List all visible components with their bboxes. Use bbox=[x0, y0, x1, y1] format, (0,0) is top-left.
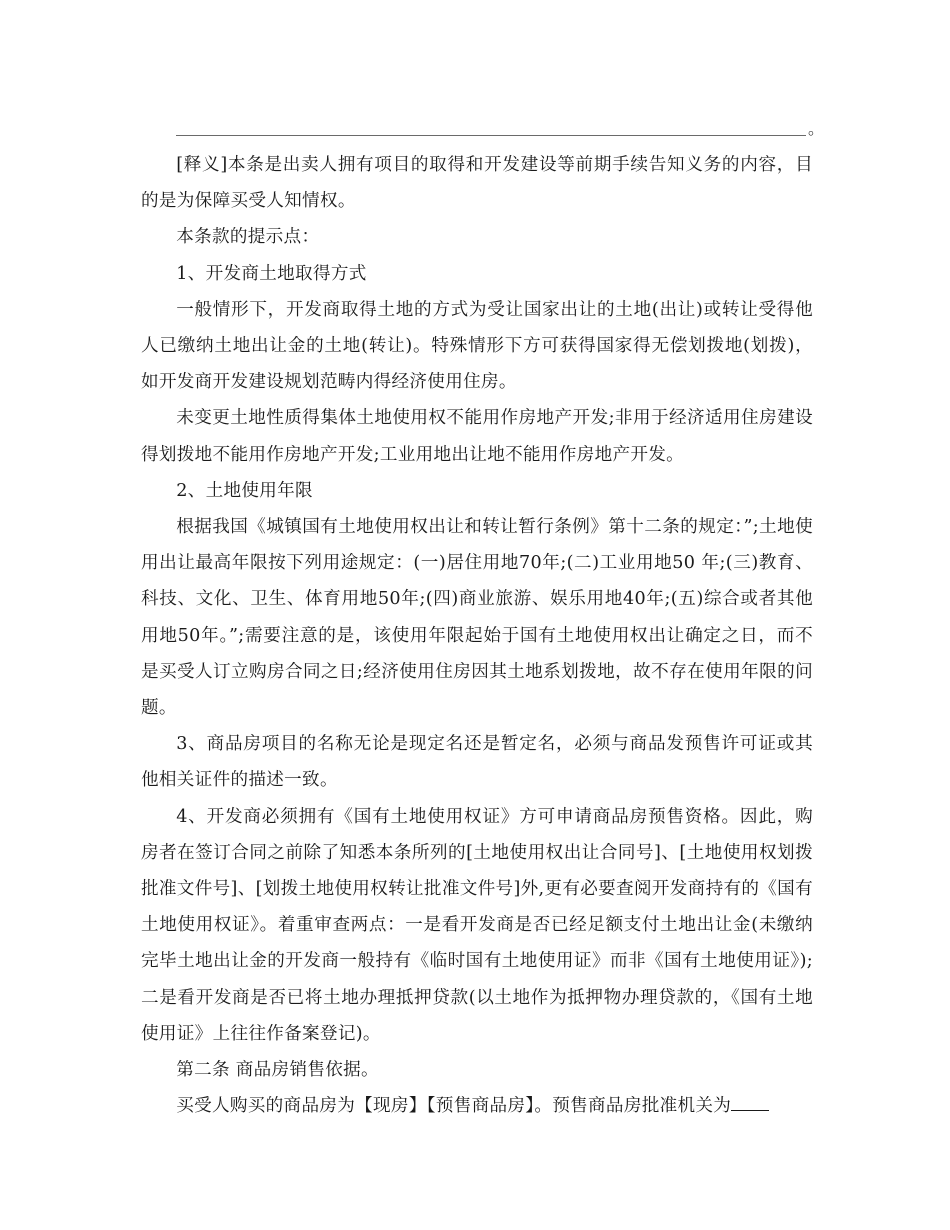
fill-in-blank-line bbox=[176, 135, 806, 136]
fill-in-blank bbox=[731, 1096, 769, 1111]
paragraph-land-certificate: 4、开发商必须拥有《国有土地使用权证》方可申请商品房预售资格。因此，购房者在签订合同之前除了知悉本条所列的[土地使用权出让合同号]、[土地使用权划拨批准文件号]、[划拨土地使用权转让批准文件号]外,更有必要查阅开发商持有的《国有土地使用权证》。着重审查两点：一是看开发商是否已经足额支付土地出让金(未缴纳完毕土地出让金的开发商一般持有《临时国有土地使用证》而非《国有土地使用证》);二是看开发商是否已将土地办理抵押贷款(以土地作为抵押物办理贷款的，《国有土地使用证》上往往作备案登记)。 bbox=[141, 806, 813, 1044]
article-two-text: 买受人购买的商品房为【现房】【预售商品房】。预售商品房批准机关为 bbox=[176, 1096, 732, 1117]
paragraph-land-restrictions: 未变更土地性质得集体土地使用权不能用作房地产开发;非用于经济适用住房建设得划拨地不能用作房地产开发;工业用地出让地不能用作房地产开发。 bbox=[141, 408, 813, 465]
document-body bbox=[141, 147, 813, 1124]
paragraph-explanation: [释义]本条是出卖人拥有项目的取得和开发建设等前期手续告知义务的内容，目的是为保障买受人知情权。 bbox=[141, 155, 813, 212]
paragraph-heading-land-acquisition: 1、开发商土地取得方式 bbox=[176, 263, 367, 284]
paragraph-article-two-text bbox=[141, 1088, 813, 1124]
paragraph-land-term: 根据我国《城镇国有土地使用权出让和转让暂行条例》第十二条的规定：”;土地使用出让最高年限按下列用途规定：(一)居住用地70年;(二)工业用地50 年;(三)教育、科技、文化、卫生、体育用地50年;(四)商业旅游、娱乐用地40年;(五)综合或者其他用地50年。”;需要注意的是，该使用年限起始于国有土地使用权出让确定之日，而不是买受人订立购房合同之日;经济使用住房因其土地系划拨地，故不存在使用年限的问题。 bbox=[141, 517, 813, 719]
paragraph-article-two-heading: 第二条 商品房销售依据。 bbox=[176, 1060, 379, 1081]
paragraph-project-name: 3、商品房项目的名称无论是现定名还是暂定名，必须与商品发预售许可证或其他相关证件的描述一致。 bbox=[141, 734, 813, 791]
line-end-mark: 。 bbox=[808, 119, 825, 138]
paragraph-key-points-heading: 本条款的提示点： bbox=[176, 227, 320, 248]
paragraph-land-acquisition: 一般情形下，开发商取得土地的方式为受让国家出让的土地(出让)或转让受得他人已缴纳土地出让金的土地(转让)。特殊情形下方可获得国家得无偿划拨地(划拨)，如开发商开发建设规划范畴内得经济使用住房。 bbox=[141, 299, 813, 393]
paragraph-heading-land-term: 2、土地使用年限 bbox=[176, 480, 313, 501]
